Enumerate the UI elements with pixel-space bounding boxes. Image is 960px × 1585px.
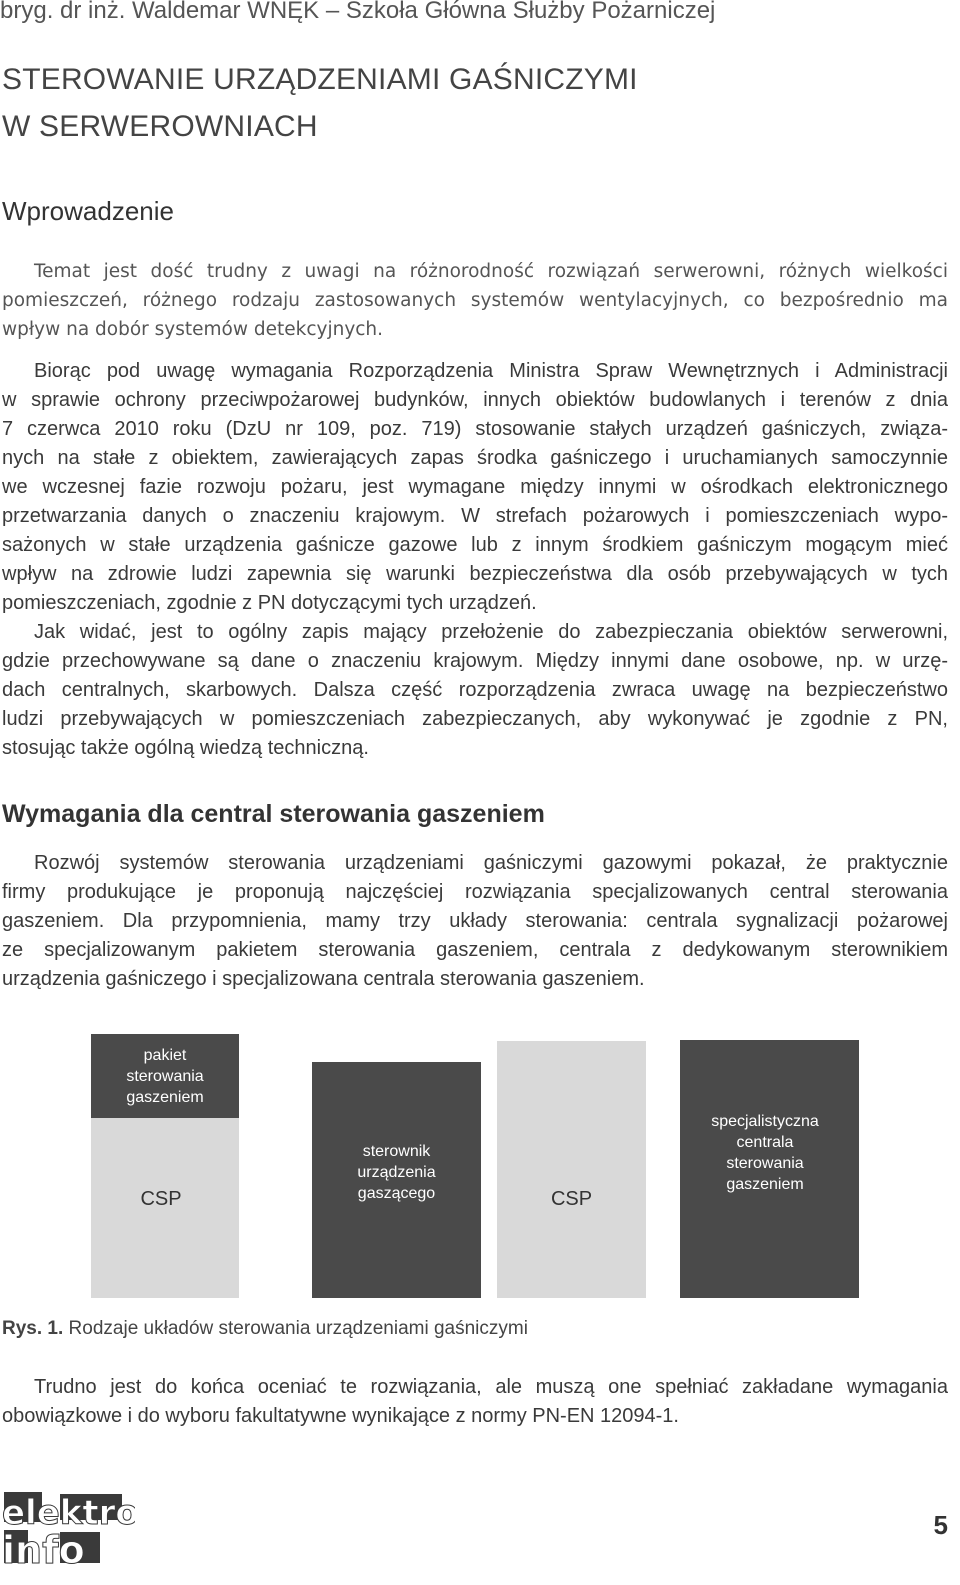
intro-paragraph-2	[2, 357, 948, 618]
intro-paragraph-1	[2, 257, 948, 344]
text-line: firmy produkujące je proponują najczęściej rozwiązania specjalizowanych central sterowania	[2, 881, 948, 903]
text-line: we wczesnej fazie rozwoju pożaru, jest wymagane między innymi w ośrodkach elektronicznego	[2, 476, 948, 498]
svg-text:elektro: elektro	[2, 1493, 135, 1533]
label-extinguisher-controller	[312, 1141, 481, 1204]
text-line: pomieszczeń, różnego rodzaju zastosowanych systemów wentylacyjnych, co bezpośrednio ma	[2, 290, 948, 311]
author-line: bryg. dr inż. Waldemar WNĘK – Szkoła Główna Służby Pożarniczej	[0, 0, 716, 24]
section-heading-requirements: Wymagania dla central sterowania gaszeniem	[2, 800, 545, 828]
label-csp-2: CSP	[550, 1188, 593, 1210]
text-line: gdzie przechowywane są dane o znaczeniu krajowym. Między innymi dane osobowe, np. w urzę-	[2, 650, 948, 672]
text-line: przetwarzania danych o znaczeniu krajowym. W strefach pożarowych i pomieszczeniach wypo-	[2, 505, 948, 527]
text-line: wpływ na zdrowie ludzi zapewnia się warunki bezpieczeństwa dla osób przebywających w tych	[2, 563, 948, 585]
label-line: gaszącego	[357, 1185, 436, 1202]
text-line: urządzenia gaśniczego i specjalizowana centrala sterowania gaszeniem.	[2, 968, 645, 990]
title-line-2: W SERWEROWNIACH	[2, 110, 318, 143]
elektro-info-logo	[0, 1490, 135, 1565]
requirements-paragraph	[2, 849, 948, 994]
box-csp-2	[497, 1041, 646, 1298]
text-line: pomieszczeniach, zgodnie z PN dotyczącymi tych urządzeń.	[2, 592, 537, 614]
text-line: wpływ na dobór systemów detekcyjnych.	[2, 319, 384, 340]
closing-paragraph	[2, 1373, 948, 1431]
label-specialized-panel	[680, 1111, 850, 1195]
label-line: centrala	[736, 1134, 794, 1151]
title-line-1: STEROWANIE URZĄDZENIAMI GAŚNICZYMI	[2, 63, 638, 96]
label-line: gaszeniem	[726, 1176, 804, 1193]
label-gas-package	[91, 1045, 239, 1108]
caption-text: Rodzaje układów sterowania urządzeniami gaśniczymi	[63, 1318, 528, 1339]
label-line: sterowania	[726, 1155, 804, 1172]
text-line: stosując także ogólną wiedzą techniczną.	[2, 737, 369, 759]
text-line: w sprawie ochrony przeciwpożarowej budynków, innych obiektów budowlanych i terenów z dnia	[2, 389, 948, 411]
text-line: ze specjalizowanym pakietem sterowania gaszeniem, centrala z dedykowanym sterownikiem	[2, 939, 948, 961]
page-number: 5	[933, 1510, 948, 1540]
text-line: ludzi przebywających w pomieszczeniach zabezpieczanych, aby wykonywać je zgodnie z PN,	[2, 708, 948, 730]
label-csp-1: CSP	[140, 1188, 182, 1210]
figure-caption	[2, 1318, 528, 1340]
text-line: sażonych w stałe urządzenia gaśnicze gazowe lub z innym środkiem gaśniczym mogącym mieć	[2, 534, 948, 556]
text-line: obowiązkowe i do wyboru fakultatywne wynikające z normy PN-EN 12094-1.	[2, 1405, 679, 1427]
section-heading-intro: Wprowadzenie	[2, 196, 174, 226]
text-line: 7 czerwca 2010 roku (DzU nr 109, poz. 719) stosowanie stałych urządzeń gaśniczych, związa-	[2, 418, 948, 440]
label-line: pakiet	[143, 1047, 187, 1064]
label-line: urządzenia	[357, 1164, 436, 1181]
label-line: sterowania	[126, 1068, 204, 1085]
text-line: Rozwój systemów sterowania urządzeniami gaśniczymi gazowymi pokazał, że praktycznie	[34, 852, 948, 874]
text-line: Trudno jest do końca oceniać te rozwiązania, ale muszą one spełniać zakładane wymagania	[34, 1376, 948, 1398]
text-line: Jak widać, jest to ogólny zapis mający przełożenie do zabezpieczania obiektów serwerowni,	[34, 621, 948, 643]
text-line: nych na stałe z obiektem, zawierających zapas środka gaśniczego i uruchamianych samoczynnie	[2, 447, 948, 469]
label-line: gaszeniem	[126, 1089, 204, 1106]
label-line: sterownik	[362, 1143, 431, 1160]
text-line: Temat jest dość trudny z uwagi na różnorodność rozwiązań serwerowni, różnych wielkości	[34, 261, 948, 282]
article-title	[2, 56, 638, 150]
text-line: Biorąc pod uwagę wymagania Rozporządzenia Ministra Spraw Wewnętrznych i Administracji	[34, 360, 948, 382]
intro-paragraph-3	[2, 618, 948, 763]
label-line: specjalistyczna	[711, 1113, 819, 1130]
text-line: gaszeniem. Dla przypomnienia, mamy trzy układy sterowania: centrala sygnalizacji pożarowej	[2, 910, 948, 932]
caption-label: Rys. 1.	[2, 1318, 64, 1339]
text-line: dach centralnych, skarbowych. Dalsza część rozporządzenia zwraca uwagę na bezpieczeństwo	[2, 679, 948, 701]
svg-text:info: info	[2, 1528, 85, 1565]
